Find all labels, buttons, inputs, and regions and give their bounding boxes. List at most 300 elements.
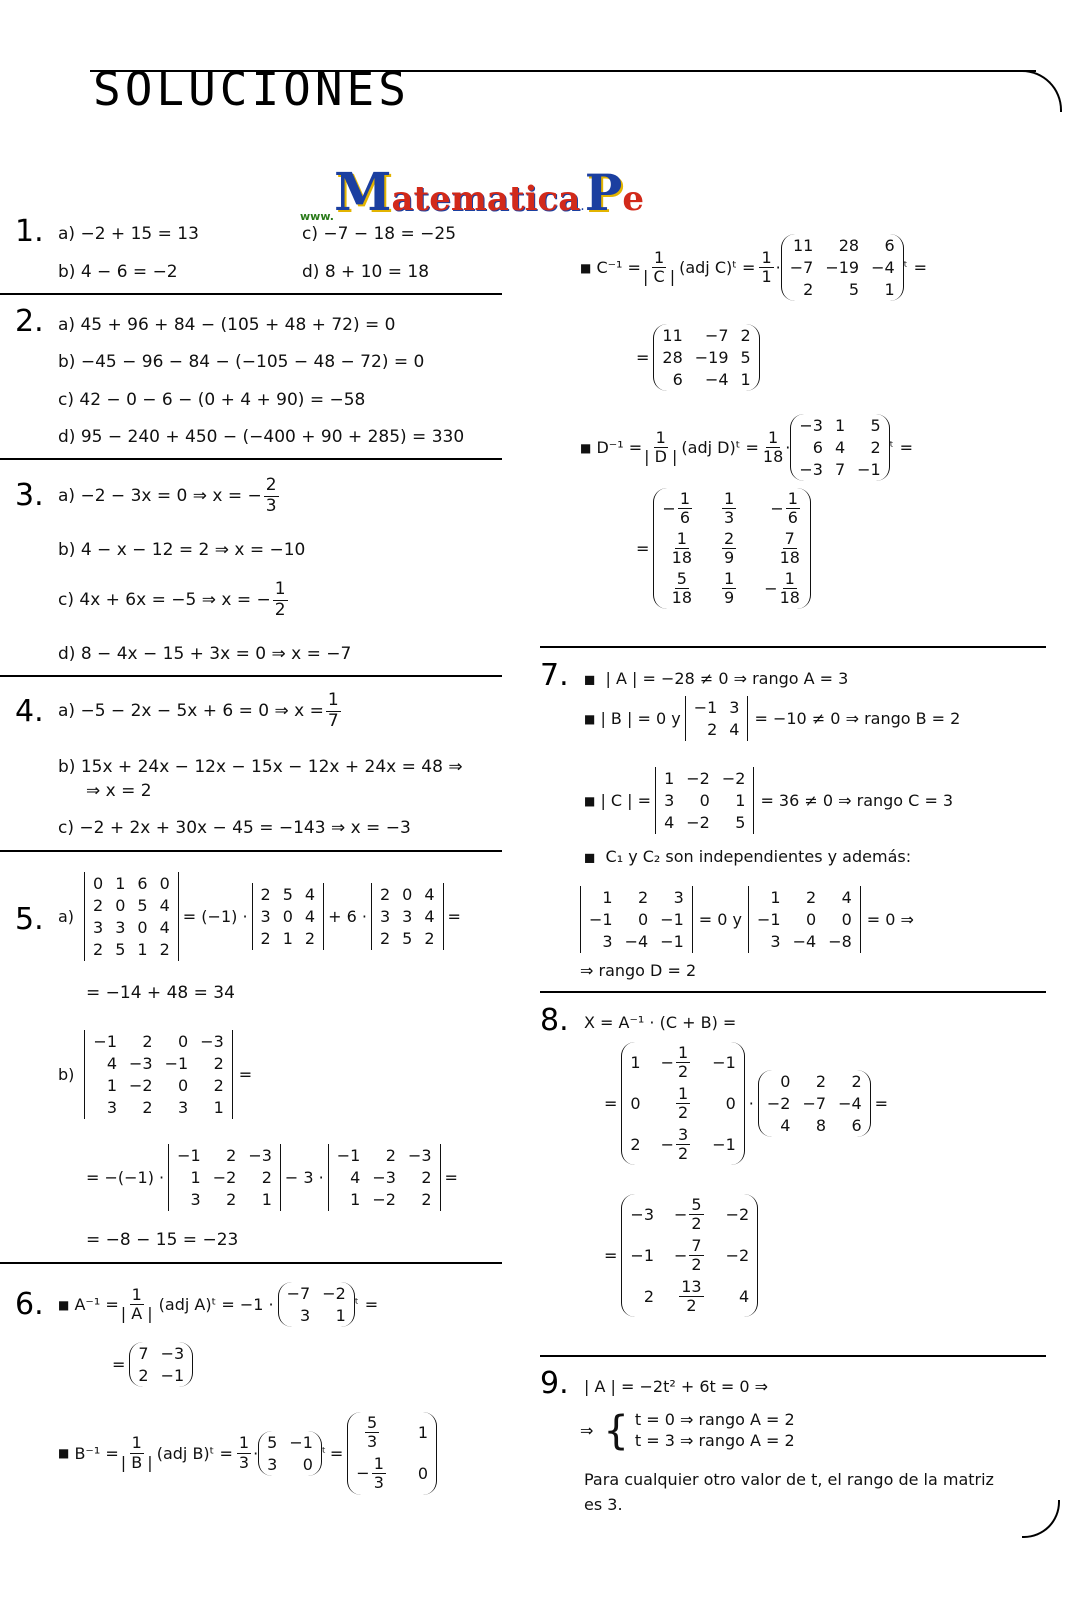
cell-fraction bbox=[679, 1278, 703, 1316]
matrix-cell: −7 bbox=[286, 1284, 311, 1303]
matrix-cell: −3 bbox=[372, 1168, 396, 1187]
ex3-c-text: c) 4x + 6x = −5 ⇒ x = − bbox=[58, 590, 271, 611]
exercise-7-number: 7. bbox=[540, 658, 569, 693]
site-logo bbox=[300, 162, 644, 223]
matrix-cell: −19 bbox=[825, 258, 860, 277]
matrix-cell: −7 bbox=[802, 1094, 827, 1114]
ex6-c-matrix bbox=[781, 234, 904, 301]
logo-p: P bbox=[584, 163, 623, 222]
ex8-l3 bbox=[604, 1194, 758, 1317]
ex3-d: d) 8 − 4x − 15 + 3x = 0 ⇒ x = −7 bbox=[58, 644, 352, 664]
ex6-b-result-matrix bbox=[347, 1412, 437, 1495]
matrix-cell: 1 bbox=[213, 1098, 224, 1117]
matrix-cell: −1 bbox=[857, 460, 881, 479]
ex6-b-r12: 1 bbox=[417, 1423, 429, 1443]
ex9-case-1: t = 0 ⇒ rango A = 2 bbox=[634, 1410, 795, 1429]
matrix-cell: 0 bbox=[137, 918, 148, 937]
matrix-cell: 1 bbox=[740, 370, 751, 389]
matrix-cell bbox=[720, 570, 738, 608]
matrix-cell: 8 bbox=[815, 1116, 827, 1136]
matrix-cell: 2 bbox=[213, 1076, 224, 1095]
matrix-cell: −2 bbox=[322, 1284, 346, 1303]
cell-den: 6 bbox=[787, 508, 798, 528]
ex6-d-num: 1 bbox=[655, 427, 666, 447]
ex3-b: b) 4 − x − 12 = 2 ⇒ x = −10 bbox=[58, 540, 306, 560]
matrix-cell: 6 bbox=[851, 1116, 862, 1136]
r21-fraction bbox=[372, 1455, 386, 1493]
bottom-corner-curve bbox=[1022, 1500, 1060, 1538]
matrix-cell: −2 bbox=[766, 1094, 791, 1114]
ex6-d bbox=[580, 414, 913, 481]
exercise-6-number: 6. bbox=[15, 1287, 44, 1322]
ex7-l3-post: = 36 ≠ 0 ⇒ rango C = 3 bbox=[760, 791, 954, 810]
matrix-cell: 28 bbox=[662, 348, 683, 367]
ex5-a-plus: + 6 · bbox=[328, 907, 367, 926]
cell-den: 2 bbox=[691, 1214, 702, 1234]
cell-value: −1 bbox=[712, 1053, 736, 1073]
matrix-cell: 1 bbox=[190, 1168, 201, 1187]
ex6-a bbox=[58, 1282, 378, 1327]
ex4-a-num: 1 bbox=[327, 690, 339, 710]
cell-fraction bbox=[722, 530, 736, 568]
ex7-c-det bbox=[655, 767, 754, 834]
ex5-b-end: = bbox=[444, 1168, 458, 1187]
cell-fraction bbox=[689, 1196, 703, 1234]
divider-5 bbox=[0, 1262, 502, 1264]
cell-value: 4 bbox=[739, 1286, 750, 1306]
ex5-a-label: a) bbox=[58, 907, 75, 926]
ex6-b-eq: = bbox=[329, 1443, 344, 1463]
cell-fraction bbox=[676, 1044, 690, 1082]
logo-dot: . bbox=[580, 198, 585, 214]
ex6-d-fraction bbox=[644, 429, 677, 467]
ex6-b-r11 bbox=[358, 1414, 386, 1452]
matrix-cell bbox=[630, 1278, 654, 1316]
ex5-a-det-1 bbox=[252, 883, 325, 950]
exercise-9-number: 9. bbox=[540, 1366, 569, 1401]
ex3-a-fraction bbox=[264, 476, 279, 516]
bullet-icon: ■ bbox=[584, 850, 596, 865]
ex5-a bbox=[58, 872, 461, 961]
logo-m: M bbox=[333, 162, 392, 223]
matrix-cell: −4 bbox=[624, 932, 649, 951]
ex3-c-den: 2 bbox=[274, 599, 286, 620]
matrix-cell: 3 bbox=[178, 1098, 189, 1117]
matrix-cell: −2 bbox=[372, 1190, 396, 1209]
ex4-a-text: a) −5 − 2x − 5x + 6 = 0 ⇒ x = bbox=[58, 701, 324, 722]
matrix-cell: −2 bbox=[686, 813, 710, 832]
ex6-c-mid: (adj C)ᵗ = bbox=[679, 258, 756, 277]
top-rule bbox=[90, 70, 1036, 72]
ex8-dot: · bbox=[748, 1094, 754, 1114]
ex7-l5 bbox=[580, 886, 914, 953]
logo-www: www. bbox=[300, 210, 334, 223]
matrix-cell: 4 bbox=[664, 813, 675, 832]
exercise-2-number: 2. bbox=[15, 304, 44, 339]
matrix-cell: 1 bbox=[735, 791, 746, 810]
ex6-b-transpose: ᵗ bbox=[321, 1445, 326, 1461]
ex6-c2 bbox=[636, 324, 760, 391]
matrix-cell bbox=[661, 1085, 693, 1123]
matrix-cell: 3 bbox=[770, 932, 781, 951]
exercise-8-number: 8. bbox=[540, 1003, 569, 1038]
ex6-c-fraction-2 bbox=[759, 249, 773, 287]
matrix-cell: −2 bbox=[212, 1168, 237, 1187]
top-corner-curve bbox=[1020, 70, 1062, 112]
ex6-a-den: | A | bbox=[120, 1304, 153, 1323]
matrix-cell: 4 bbox=[159, 918, 170, 937]
ex6-d-dot: · bbox=[785, 438, 791, 457]
cell-den: 18 bbox=[671, 548, 692, 568]
matrix-cell: 0 bbox=[638, 910, 649, 929]
ex5-a-eq: = (−1) · bbox=[182, 907, 248, 926]
matrix-cell: 0 bbox=[282, 907, 293, 926]
matrix-cell: 5 bbox=[137, 896, 148, 915]
matrix-cell bbox=[764, 490, 802, 528]
ex6-d2-eq: = bbox=[636, 539, 650, 559]
ex6-c-den2: 1 bbox=[761, 267, 772, 286]
ex9-arrow: ⇒ bbox=[580, 1421, 594, 1441]
ex5-a-result: = −14 + 48 = 34 bbox=[86, 983, 235, 1003]
cell-sign: − bbox=[674, 1205, 688, 1225]
ex3-a-text: a) −2 − 3x = 0 ⇒ x = − bbox=[58, 486, 262, 507]
cell-num: 5 bbox=[691, 1195, 702, 1214]
ex8-l1: X = A⁻¹ · (C + B) = bbox=[584, 1013, 737, 1032]
ex7-l5-end: = 0 ⇒ bbox=[866, 910, 914, 929]
ex6-c-fraction bbox=[643, 249, 675, 287]
matrix-cell: 4 bbox=[729, 720, 740, 739]
matrix-cell: −1 bbox=[289, 1432, 313, 1452]
cell-num: 1 bbox=[784, 568, 795, 588]
ex7-l3 bbox=[584, 767, 953, 834]
matrix-cell: 5 bbox=[870, 416, 881, 435]
ex6-d-mid: (adj D)ᵗ = bbox=[681, 438, 759, 457]
cell-num: 2 bbox=[724, 528, 735, 548]
matrix-cell: 4 bbox=[834, 438, 846, 457]
matrix-cell: 4 bbox=[304, 907, 316, 926]
ex8-result-matrix bbox=[621, 1194, 758, 1317]
matrix-cell: 4 bbox=[304, 885, 316, 904]
ex8-eq2: = bbox=[604, 1246, 618, 1266]
ex9-l3: Para cualquier otro valor de t, el rango de la matriz bbox=[584, 1470, 994, 1489]
r21-den: 3 bbox=[373, 1473, 384, 1493]
matrix-cell: 0 bbox=[178, 1032, 189, 1051]
matrix-cell: 11 bbox=[662, 326, 683, 345]
ex6-c-dot: · bbox=[775, 258, 781, 277]
matrix-cell: 2 bbox=[159, 940, 170, 959]
exercise-3-number: 3. bbox=[15, 478, 44, 513]
ex3-c-num: 1 bbox=[274, 579, 286, 599]
r11-num: 5 bbox=[366, 1413, 378, 1432]
matrix-cell: 2 bbox=[851, 1072, 862, 1092]
ex8-end: = bbox=[874, 1094, 889, 1114]
cell-fraction bbox=[672, 530, 692, 568]
matrix-cell bbox=[764, 570, 802, 608]
ex5-b-det-1 bbox=[168, 1144, 281, 1211]
matrix-cell bbox=[662, 530, 694, 568]
cell-num: 1 bbox=[724, 568, 735, 588]
ex6-b-dot: · bbox=[253, 1443, 259, 1463]
ex6-c-den: | C | bbox=[642, 267, 676, 286]
matrix-cell: −2 bbox=[721, 769, 746, 788]
ex6-b-r21 bbox=[356, 1455, 388, 1493]
cell-num: 13 bbox=[681, 1276, 702, 1296]
cell-num: 3 bbox=[678, 1124, 689, 1144]
matrix-cell: −3 bbox=[407, 1146, 432, 1165]
ex7-l5-mid: = 0 y bbox=[698, 910, 743, 929]
ex6-d-transpose: ᵗ bbox=[889, 440, 894, 455]
bullet-icon: ■ bbox=[58, 1446, 70, 1461]
matrix-cell: 4 bbox=[424, 907, 435, 926]
ex6-a-mid: (adj A)ᵗ = −1 · bbox=[158, 1295, 274, 1314]
matrix-cell: 1 bbox=[834, 416, 846, 435]
ex2-c: c) 42 − 0 − 6 − (0 + 4 + 90) = −58 bbox=[58, 390, 366, 410]
matrix-cell: 0 bbox=[115, 896, 126, 915]
matrix-cell bbox=[674, 1196, 706, 1234]
matrix-cell: 0 bbox=[159, 874, 170, 893]
cell-num: 1 bbox=[787, 489, 798, 508]
cell-num: 1 bbox=[724, 489, 735, 508]
matrix-cell: −1 bbox=[164, 1054, 189, 1073]
matrix-cell: 0 bbox=[780, 1072, 791, 1092]
matrix-cell: 0 bbox=[302, 1454, 313, 1474]
ex4-b2: ⇒ x = 2 bbox=[86, 781, 152, 801]
cell-den: 2 bbox=[686, 1295, 697, 1315]
ex6-a2-eq: = bbox=[112, 1355, 126, 1374]
ex6-a2-matrix bbox=[129, 1342, 193, 1387]
cell-value: −1 bbox=[630, 1246, 654, 1266]
matrix-cell: 4 bbox=[350, 1168, 361, 1187]
ex5-a-det-4x4 bbox=[84, 872, 179, 961]
matrix-cell bbox=[662, 570, 694, 608]
ex6-b-den2: 3 bbox=[238, 1452, 250, 1472]
matrix-cell: 2 bbox=[226, 1146, 237, 1165]
matrix-cell: 5 bbox=[115, 940, 126, 959]
matrix-cell: 3 bbox=[602, 932, 613, 951]
ex8-eq: = bbox=[604, 1094, 618, 1114]
ex4-c: c) −2 + 2x + 30x − 45 = −143 ⇒ x = −3 bbox=[58, 818, 411, 838]
matrix-cell: 6 bbox=[672, 370, 683, 389]
matrix-cell bbox=[662, 490, 694, 528]
cell-fraction bbox=[678, 490, 692, 528]
cell-fraction bbox=[722, 570, 736, 608]
divider-1 bbox=[0, 293, 502, 295]
matrix-cell bbox=[712, 1126, 736, 1164]
exercise-5-number: 5. bbox=[15, 902, 44, 937]
matrix-cell: 3 bbox=[106, 1098, 117, 1117]
matrix-cell: 1 bbox=[261, 1190, 272, 1209]
cell-sign: − bbox=[662, 499, 676, 519]
ex6-d-matrix bbox=[790, 414, 889, 481]
bullet-icon: ■ bbox=[584, 793, 596, 808]
matrix-cell: 0 bbox=[402, 885, 413, 904]
ex6-a-matrix bbox=[278, 1282, 355, 1327]
cell-fraction bbox=[672, 570, 692, 608]
matrix-cell: 3 bbox=[379, 907, 391, 926]
ex5-b-label: b) bbox=[58, 1065, 75, 1084]
bullet-icon: ■ bbox=[580, 440, 592, 455]
matrix-cell: 5 bbox=[735, 813, 746, 832]
cell-num: 1 bbox=[679, 489, 690, 508]
matrix-cell: 4 bbox=[841, 888, 852, 907]
matrix-cell: −1 bbox=[757, 910, 781, 929]
bullet-icon: ■ bbox=[58, 1297, 70, 1312]
ex7-l3-pre: | C | = bbox=[600, 791, 652, 810]
matrix-cell: −1 bbox=[177, 1146, 201, 1165]
ex6-b-r22: 0 bbox=[417, 1464, 429, 1484]
divider-2 bbox=[0, 458, 502, 460]
ex6-d-fraction-2 bbox=[763, 429, 783, 467]
ex7-l4-text: C₁ y C₂ son independientes y además: bbox=[605, 847, 912, 866]
ex6-c bbox=[580, 234, 927, 301]
matrix-cell: −4 bbox=[704, 370, 729, 389]
ex6-a-end: = bbox=[364, 1295, 379, 1314]
ex6-a-num: 1 bbox=[131, 1284, 142, 1304]
matrix-cell: 5 bbox=[267, 1432, 278, 1452]
ex6-b-fraction bbox=[121, 1434, 153, 1472]
cell-num: 1 bbox=[676, 528, 687, 548]
ex5-b-det-2 bbox=[328, 1144, 441, 1211]
matrix-cell: −3 bbox=[799, 416, 823, 435]
matrix-cell: 2 bbox=[806, 888, 817, 907]
ex6-b-mid: (adj B)ᵗ = bbox=[156, 1443, 233, 1463]
cell-sign: − bbox=[660, 1053, 674, 1073]
cell-value: 1 bbox=[630, 1053, 641, 1073]
matrix-cell: 2 bbox=[424, 929, 435, 948]
matrix-cell: 0 bbox=[699, 791, 710, 810]
cell-value: 0 bbox=[725, 1094, 736, 1114]
ex5-b-pre: = −(−1) · bbox=[86, 1168, 165, 1187]
ex3-c-fraction bbox=[273, 580, 288, 620]
cell-num: 1 bbox=[678, 1083, 689, 1103]
matrix-cell: 0 bbox=[841, 910, 852, 929]
matrix-cell bbox=[661, 1044, 693, 1082]
ex9-case-2: t = 3 ⇒ rango A = 2 bbox=[634, 1430, 795, 1450]
matrix-cell: −1 bbox=[660, 910, 684, 929]
ex6-b bbox=[58, 1412, 437, 1495]
matrix-cell bbox=[630, 1196, 654, 1234]
ex2-d: d) 95 − 240 + 450 − (−400 + 90 + 285) = 330 bbox=[58, 427, 465, 447]
matrix-cell: 5 bbox=[848, 280, 860, 299]
matrix-cell: −19 bbox=[694, 348, 729, 367]
cell-value: −1 bbox=[712, 1134, 736, 1154]
divider-6 bbox=[540, 646, 1046, 648]
matrix-cell: −3 bbox=[799, 460, 823, 479]
matrix-cell: 7 bbox=[138, 1344, 149, 1363]
matrix-cell bbox=[630, 1085, 640, 1123]
matrix-cell: 4 bbox=[780, 1116, 791, 1136]
matrix-cell: −3 bbox=[200, 1032, 224, 1051]
ex2-b: b) −45 − 96 − 84 − (−105 − 48 − 72) = 0 bbox=[58, 352, 425, 372]
matrix-cell: 1 bbox=[137, 940, 148, 959]
matrix-cell: 1 bbox=[884, 280, 895, 299]
matrix-cell: 1 bbox=[664, 769, 675, 788]
matrix-cell: 3 bbox=[190, 1190, 201, 1209]
cell-fraction bbox=[676, 1085, 690, 1123]
matrix-cell: −1 bbox=[589, 910, 613, 929]
cell-fraction bbox=[722, 490, 736, 528]
ex5-b-result: = −8 − 15 = −23 bbox=[86, 1230, 239, 1250]
ex6-c-num2: 1 bbox=[761, 247, 772, 267]
matrix-cell: −7 bbox=[789, 258, 814, 277]
matrix-cell: −1 bbox=[93, 1032, 117, 1051]
matrix-cell: 5 bbox=[740, 348, 751, 367]
ex6-d-end: = bbox=[899, 438, 914, 457]
logo-atematica: atematica bbox=[391, 179, 581, 219]
ex3-a-num: 2 bbox=[265, 475, 277, 495]
cell-den: 3 bbox=[724, 508, 735, 528]
ex6-c-num: 1 bbox=[653, 247, 665, 267]
matrix-cell: 2 bbox=[142, 1098, 153, 1117]
ex6-d2-matrix bbox=[653, 488, 811, 609]
matrix-cell: 1 bbox=[115, 874, 126, 893]
ex6-b-num: 1 bbox=[131, 1433, 142, 1453]
ex4-a-den: 7 bbox=[327, 710, 339, 731]
matrix-cell: −1 bbox=[336, 1146, 361, 1165]
matrix-cell: −3 bbox=[160, 1344, 185, 1363]
cell-den: 9 bbox=[724, 587, 735, 607]
matrix-cell: 3 bbox=[115, 918, 126, 937]
ex5-b-minus: − 3 · bbox=[284, 1168, 324, 1187]
cell-den: 6 bbox=[679, 508, 690, 528]
ex6-a-fraction bbox=[121, 1286, 153, 1324]
matrix-cell: 4 bbox=[159, 896, 170, 915]
ex4-b1: b) 15x + 24x − 12x − 15x − 12x + 24x = 48 ⇒ bbox=[58, 757, 463, 777]
ex6-d-den: | D | bbox=[644, 447, 678, 466]
matrix-cell: 3 bbox=[300, 1306, 311, 1325]
matrix-cell: 2 bbox=[421, 1168, 432, 1187]
ex4-a-fraction bbox=[326, 691, 341, 731]
ex7-d-det-2 bbox=[748, 886, 861, 953]
matrix-cell: −8 bbox=[828, 932, 852, 951]
matrix-cell: 2 bbox=[740, 326, 751, 345]
matrix-cell: 1 bbox=[602, 888, 613, 907]
r21-num: 1 bbox=[373, 1453, 384, 1473]
ex6-a-transpose: ᵗ bbox=[354, 1297, 359, 1312]
cell-fraction bbox=[780, 570, 800, 608]
cell-sign: − bbox=[660, 1134, 674, 1154]
cell-sign: − bbox=[764, 578, 778, 598]
logo-e: e bbox=[622, 179, 644, 219]
matrix-cell: 2 bbox=[260, 885, 271, 904]
cell-fraction bbox=[689, 1237, 703, 1275]
bullet-icon: ■ bbox=[584, 711, 596, 726]
ex6-c-pre: C⁻¹ = bbox=[596, 258, 641, 277]
ex8-l2 bbox=[604, 1042, 888, 1165]
matrix-cell bbox=[712, 1044, 736, 1082]
ex8-inverse-matrix bbox=[621, 1042, 744, 1165]
matrix-cell: 2 bbox=[93, 896, 104, 915]
ex7-l1-text: | A | = −28 ≠ 0 ⇒ rango A = 3 bbox=[605, 669, 849, 688]
cell-sign: − bbox=[770, 499, 784, 519]
matrix-cell: −1 bbox=[160, 1366, 185, 1385]
matrix-cell: 1 bbox=[770, 888, 781, 907]
ex7-l4 bbox=[584, 847, 911, 866]
matrix-cell: 1 bbox=[282, 929, 293, 948]
matrix-cell: 4 bbox=[106, 1054, 117, 1073]
exercise-1-number: 1. bbox=[15, 214, 44, 249]
matrix-cell: −7 bbox=[704, 326, 729, 345]
matrix-cell: 2 bbox=[93, 940, 104, 959]
matrix-cell bbox=[720, 490, 738, 528]
ex5-b-det-4x4 bbox=[84, 1030, 232, 1119]
ex7-l2 bbox=[584, 696, 960, 741]
cell-den: 2 bbox=[691, 1255, 702, 1275]
ex3-c bbox=[58, 580, 290, 620]
ex4-a bbox=[58, 691, 343, 731]
ex6-c2-matrix bbox=[653, 324, 759, 391]
ex7-l1 bbox=[584, 669, 848, 688]
